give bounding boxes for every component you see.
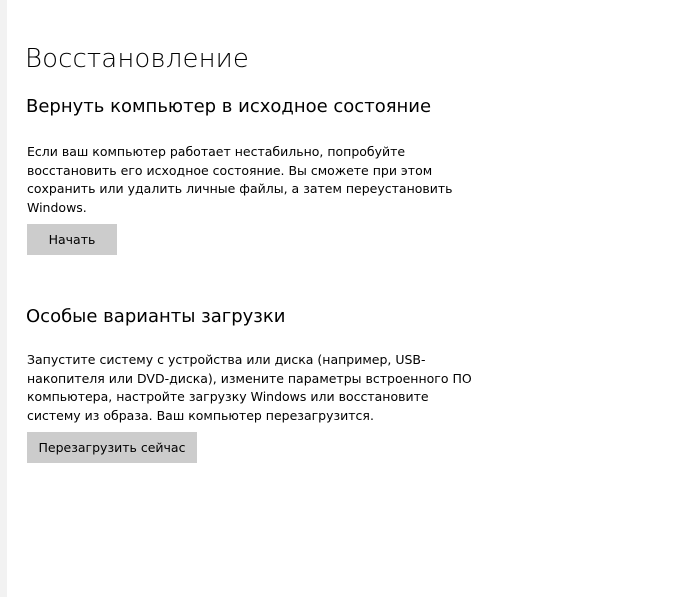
restart-now-button[interactable]: Перезагрузить сейчас: [27, 432, 197, 463]
window-left-edge: [0, 0, 7, 597]
reset-pc-heading: Вернуть компьютер в исходное состояние: [26, 96, 432, 117]
reset-pc-description: Если ваш компьютер работает нестабильно, попробуйте восстановить его исходное состояние. Вы сможете при этом сохранить или удалить личные файлы, а затем переустановить Windows.: [27, 144, 453, 215]
get-started-button[interactable]: Начать: [27, 224, 117, 255]
advanced-startup-heading: Особые варианты загрузки: [26, 306, 286, 327]
advanced-startup-description: Запустите систему с устройства или диска (например, USB-накопителя или DVD-диска), измените параметры встроенного ПО компьютера, настройте загрузку Windows или восстановите систему из образа. Ваш компьютер перезагрузится.: [27, 352, 472, 423]
page-title: Восстановление: [25, 44, 249, 74]
